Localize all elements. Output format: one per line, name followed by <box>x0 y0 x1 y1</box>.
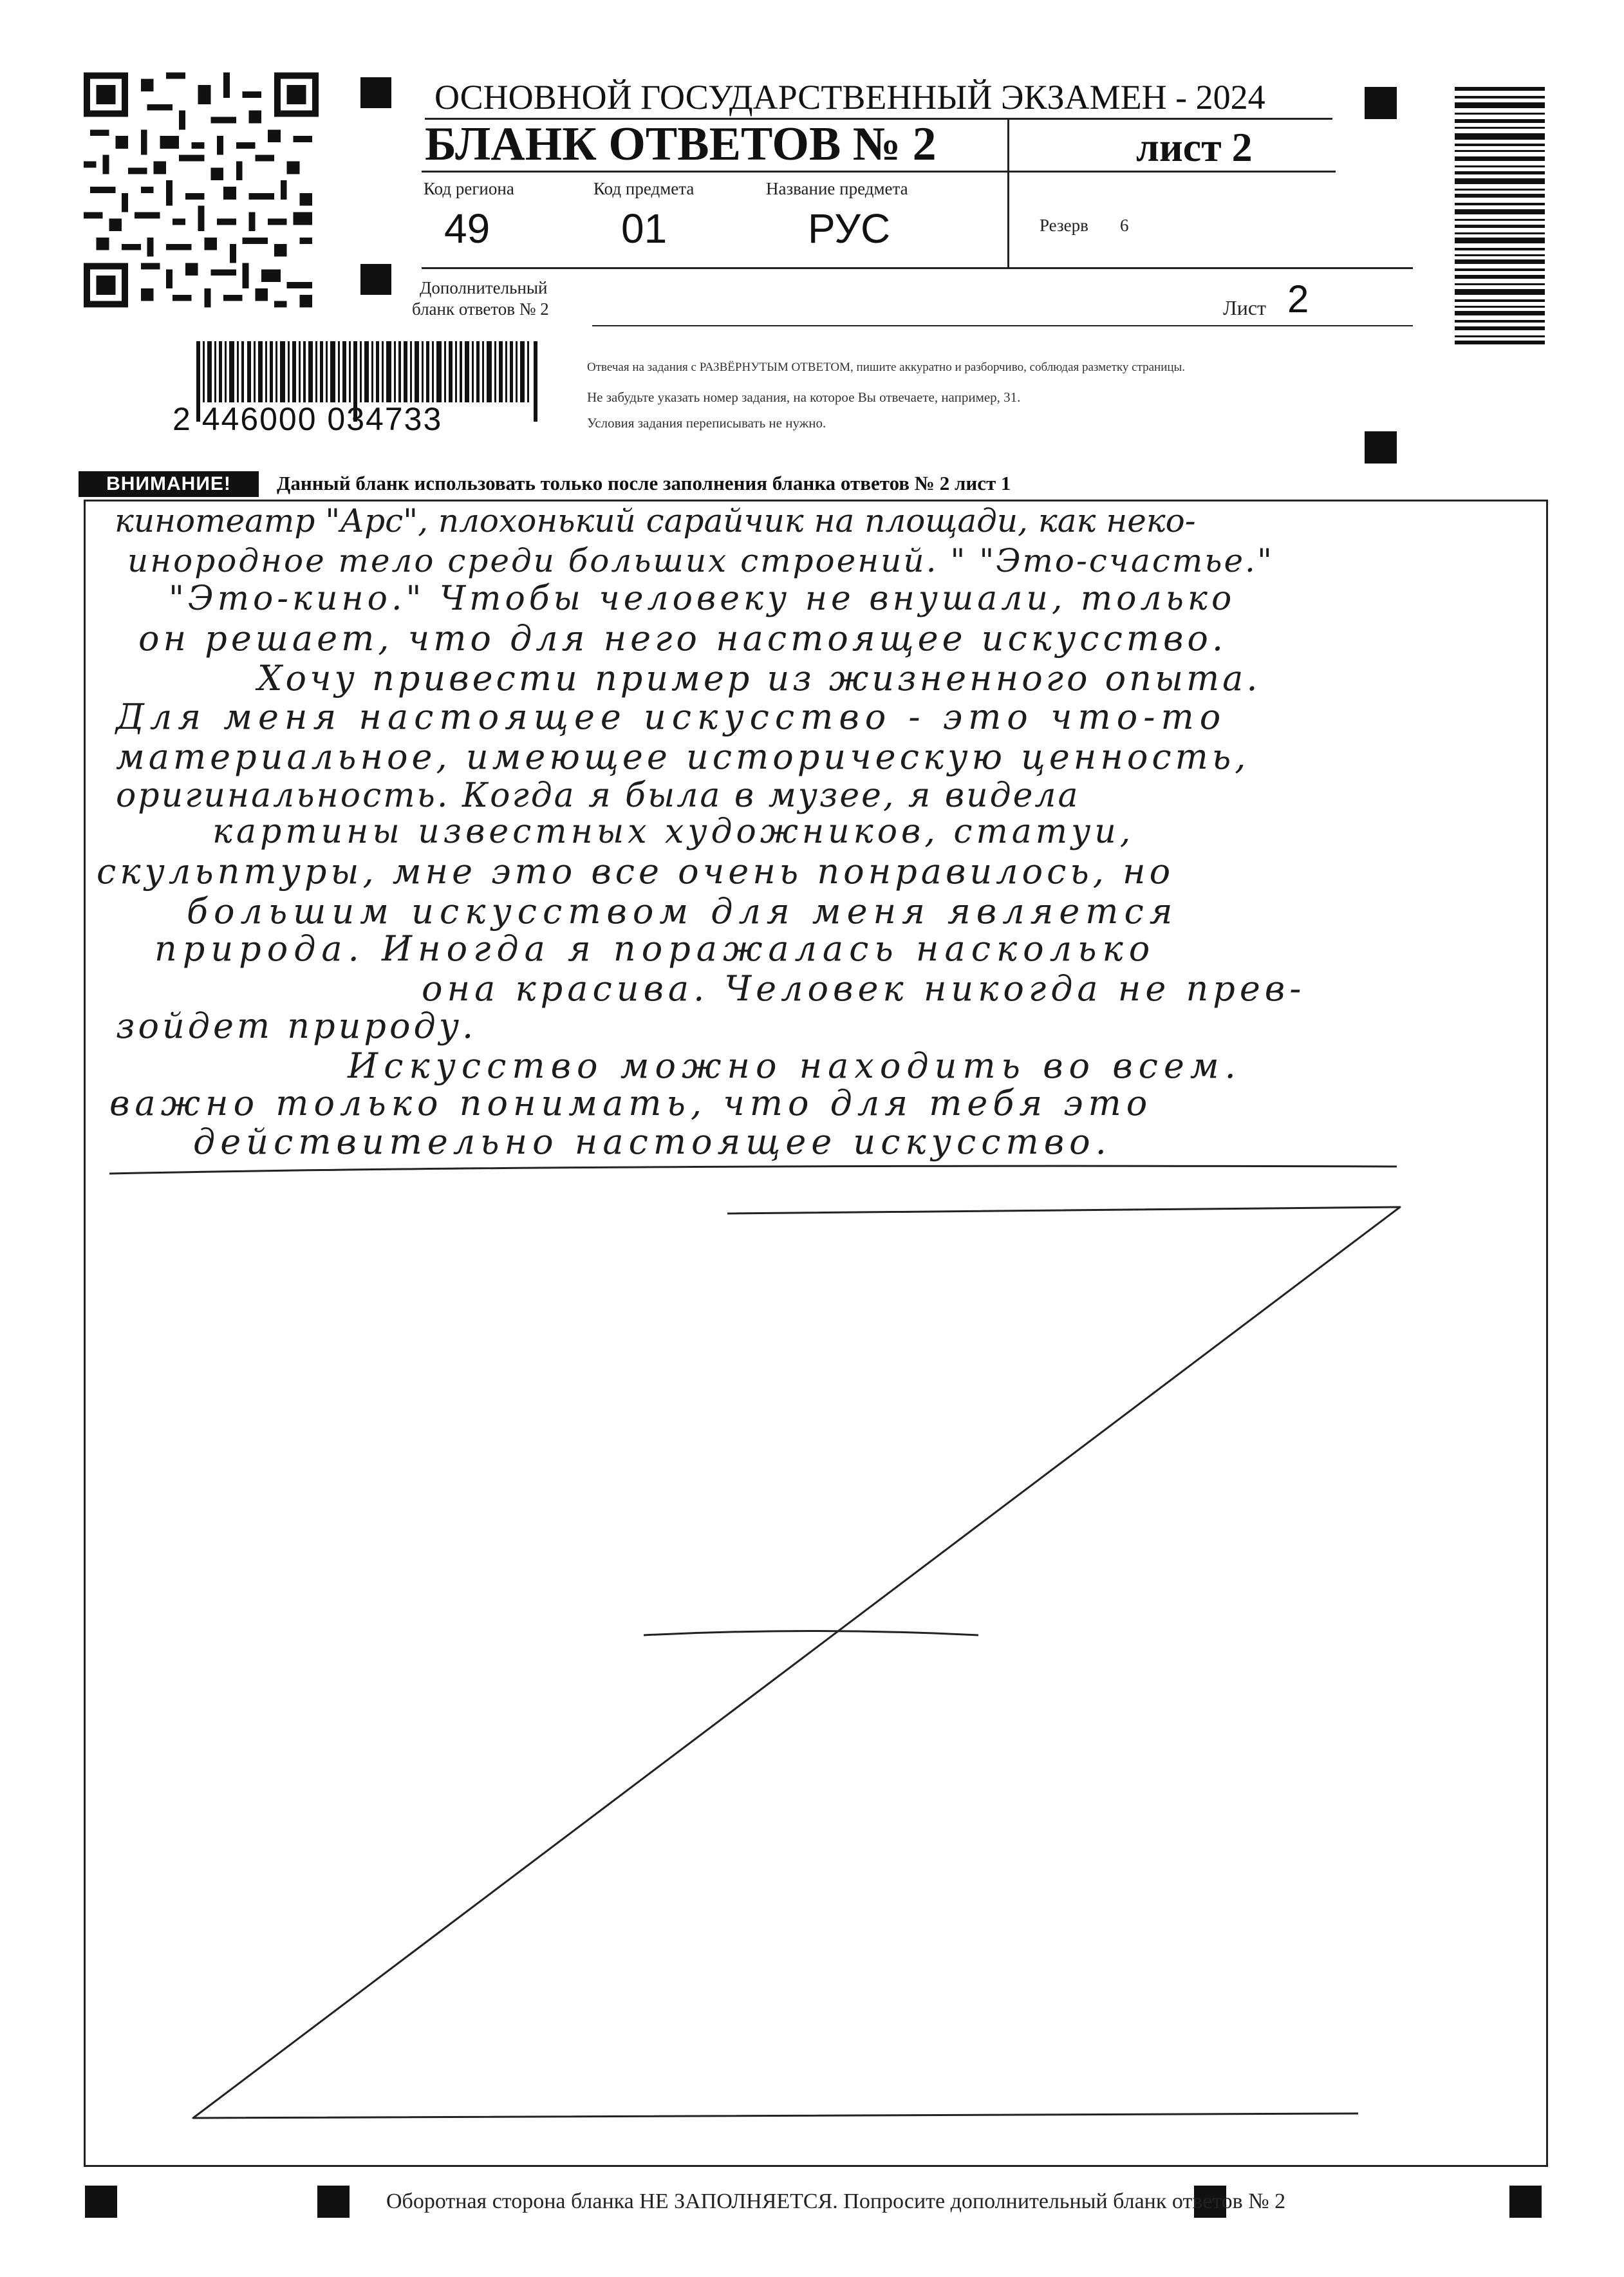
exam-title: ОСНОВНОЙ ГОСУДАРСТВЕННЫЙ ЭКЗАМЕН - 2024 <box>434 78 1265 117</box>
answer-line-1: кинотеатр "Арс", плохонький сарайчик на площади, как неко- <box>115 502 1196 539</box>
instruction-line-2: Не забудьте указать номер задания, на которое Вы отвечаете, например, 31. <box>587 389 1021 405</box>
answer-line-4: он решает, что для него настоящее искусство. <box>138 618 1227 659</box>
subject-name-label: Название предмета <box>766 179 908 198</box>
answer-line-2: инородное тело среди больших строений. " "Это-счастье." <box>127 542 1274 579</box>
answer-line-17: действительно настоящее искусство. <box>193 1121 1112 1162</box>
subject-code-label: Код предмета <box>593 179 695 198</box>
form-title: БЛАНК ОТВЕТОВ № 2 <box>425 118 937 171</box>
subject-code-value: 01 <box>621 205 667 252</box>
sheet-title: лист 2 <box>1136 124 1253 170</box>
answer-line-5: Хочу привести пример из жизненного опыта. <box>257 658 1261 698</box>
subject-name-value: РУС <box>808 205 891 252</box>
footer-note: Оборотная сторона бланка НЕ ЗАПОЛНЯЕТСЯ. Попросите дополнительный бланк ответов № 2 <box>386 2189 1286 2213</box>
answer-line-6: Для меня настоящее искусство - это что-то <box>116 697 1227 737</box>
instruction-line-1: Отвечая на задания с РАЗВЁРНУТЫМ ОТВЕТОМ, пишите аккуратно и разборчиво, соблюдая разметку страницы. <box>587 361 1186 374</box>
sheet-label: Лист <box>1223 296 1267 319</box>
instruction-line-3: Условия задания переписывать не нужно. <box>587 415 826 431</box>
barcode-number: 2 446000 034733 <box>173 401 443 437</box>
answer-line-13: она красива. Человек никогда не прев- <box>422 968 1306 1009</box>
answer-line-3: "Это-кино." Чтобы человеку не внушали, только <box>169 579 1236 618</box>
answer-line-10: скульптуры, мне это все очень понравилось, но <box>97 851 1175 892</box>
sheet-value: 2 <box>1287 277 1309 321</box>
region-value: 49 <box>444 205 490 252</box>
additional-label-line2: бланк ответов № 2 <box>412 299 549 319</box>
answer-line-15: Искусство можно находить во всем. <box>348 1045 1242 1086</box>
answer-line-11: большим искусством для меня является <box>187 891 1179 932</box>
answer-line-16: важно только понимать, что для тебя это <box>109 1083 1153 1123</box>
reserve-value: 6 <box>1120 216 1129 235</box>
region-label: Код региона <box>424 179 514 198</box>
additional-label-line1: Дополнительный <box>420 278 548 297</box>
warning-text: Данный бланк использовать только после заполнения бланка ответов № 2 лист 1 <box>277 472 1011 494</box>
answer-line-7: материальное, имеющее историческую ценность, <box>116 736 1250 777</box>
answer-line-12: природа. Иногда я поражалась насколько <box>154 928 1156 969</box>
warning-badge: ВНИМАНИЕ! <box>79 471 259 497</box>
answer-line-14: зойдет природу. <box>116 1006 477 1046</box>
answer-line-8: оригинальность. Когда я была в музее, я видела <box>116 776 1080 815</box>
answer-line-9: картины известных художников, статуи, <box>212 812 1135 851</box>
reserve-label: Резерв <box>1040 216 1088 235</box>
